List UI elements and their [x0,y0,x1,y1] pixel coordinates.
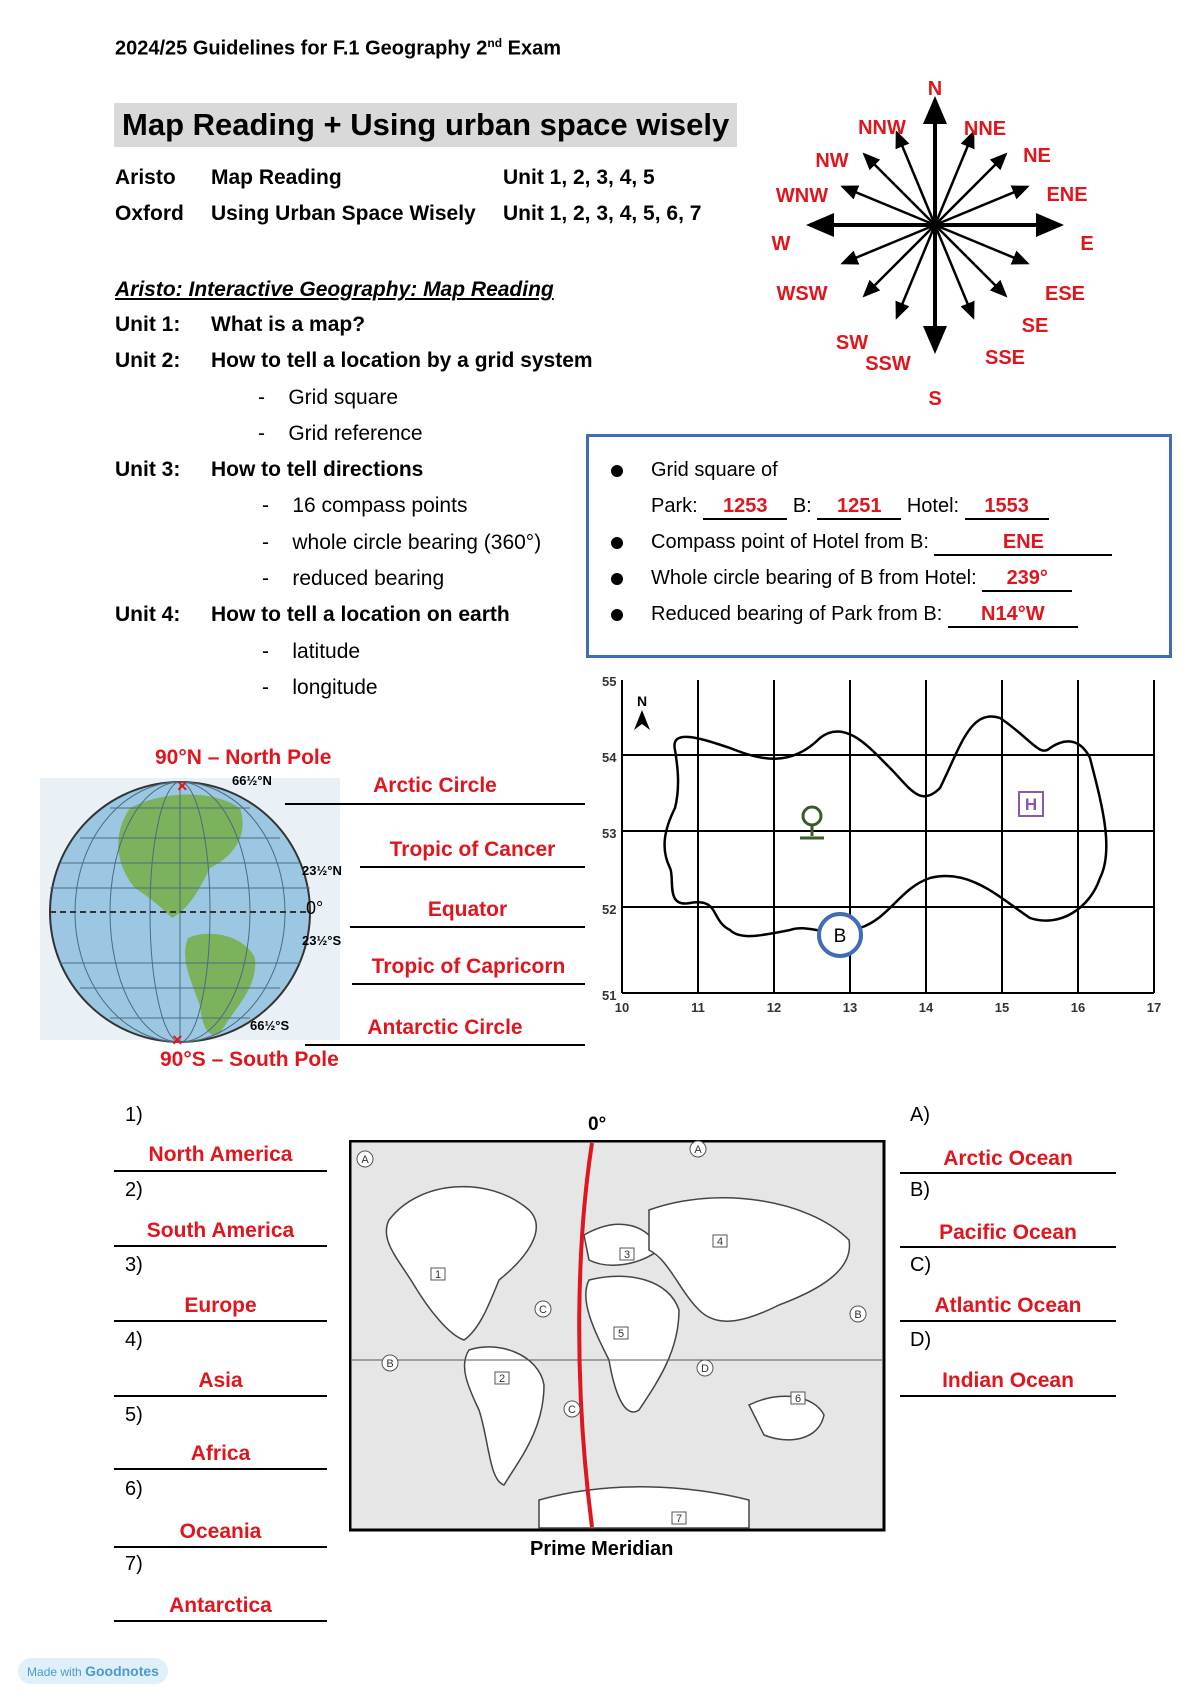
unit-subitem: - latitude [262,640,361,663]
bullet-icon [611,465,623,477]
book-publisher: Oxford [115,202,184,225]
latitude-label: 66½°S [250,1018,290,1033]
aristo-heading: Aristo: Interactive Geography: Map Reading [115,278,554,301]
answer-arctic-circle: Arctic Circle [373,774,497,797]
unit-label: Unit 1: [115,313,181,336]
north-label: N [636,693,648,709]
compass-label: NW [815,150,849,172]
compass-ray [864,225,935,296]
x-tick: 14 [918,1000,934,1015]
zero-degree-label: 0° [588,1114,607,1135]
answer-continent: Europe [184,1294,257,1317]
answer-continent: South America [146,1219,295,1242]
map-marker: 2 [498,1373,506,1385]
document-header: 2024/25 Guidelines for F.1 Geography 2nd Exam [115,36,561,60]
answer-ocean: Arctic Ocean [943,1147,1073,1170]
answer-continent: North America [148,1143,293,1166]
map-marker: 7 [675,1513,683,1525]
answer-equator: Equator [427,898,508,921]
x-tick: 11 [691,1000,705,1015]
y-tick: 53 [602,826,617,841]
map-marker: 3 [623,1249,631,1261]
answer-reduced-bearing: N14°W [948,603,1078,628]
compass-label: SW [835,332,869,354]
compass-label: NNW [858,117,906,139]
unit-label: Unit 2: [115,349,181,372]
answer-continent: Asia [198,1369,243,1392]
book-title: Using Urban Space Wisely [211,202,476,225]
answer-continent: Antarctica [169,1594,272,1617]
x-tick: 10 [614,1000,630,1015]
compass-ray [864,154,935,225]
answer-tropic-of-cancer: Tropic of Cancer [389,838,556,861]
book-units: Unit 1, 2, 3, 4, 5, 6, 7 [503,202,702,225]
unit-subitem: - reduced bearing [262,567,445,590]
map-marker: B [854,1309,862,1321]
grid-map [590,668,1170,1018]
unit-subitem: - whole circle bearing (360°) [262,531,542,554]
compass-label: SSE [984,347,1026,369]
compass-label: E [1080,233,1094,255]
main-title: Map Reading + Using urban space wisely [114,103,737,147]
answer-antarctic-circle: Antarctic Circle [367,1016,523,1039]
unit-title: What is a map? [211,313,366,336]
compass-rose [760,75,1110,415]
x-tick: 13 [842,1000,858,1015]
answer-continent: Africa [190,1442,251,1465]
latitude-label: 23½°S [302,933,342,948]
answer-ocean: Indian Ocean [942,1369,1074,1392]
answer-ocean: Pacific Ocean [939,1221,1077,1244]
bullet-icon [611,573,623,585]
unit-label: Unit 4: [115,603,181,626]
unit-subitem: - Grid reference [258,422,423,445]
compass-label: WNW [775,185,829,207]
y-tick: 55 [602,674,617,689]
compass-label: SSW [865,353,911,375]
compass-ray [935,154,1006,225]
x-tick: 12 [766,1000,782,1015]
unit-subitem: - 16 compass points [262,494,468,517]
y-tick: 51 [602,988,617,1003]
question-box: Grid square of Park: 1253 B: 1251 Hotel: 1553 Compass point of Hotel from B: ENE Whole circle bearing of B from Hotel: 239° Reduced bearing of Park from B: N14°W [586,434,1172,658]
latitude-label: 23½°N [302,863,342,878]
latitude-label: 66½°N [232,773,272,788]
y-tick: 52 [602,902,617,917]
unit-title: How to tell a location on earth [211,603,510,626]
globe [40,778,340,1048]
pole-marker-icon: × [177,778,188,796]
answer-compass-point: ENE [934,531,1112,556]
compass-label: ESE [1044,283,1086,305]
map-marker: 1 [434,1269,442,1281]
goodnotes-badge: Made with Goodnotes [18,1658,168,1684]
compass-label: S [928,388,942,410]
compass-label: ENE [1046,184,1088,206]
x-tick: 17 [1146,1000,1162,1015]
world-map [349,1140,889,1535]
latitude-label: 0° [306,898,324,918]
map-marker: 4 [716,1236,724,1248]
answer-whole-circle-bearing: 239° [982,567,1072,592]
answer-continent: Oceania [179,1520,262,1543]
answer-ocean: Atlantic Ocean [934,1294,1082,1317]
map-marker: 5 [617,1328,625,1340]
y-tick: 54 [602,750,617,765]
north-pole-label: 90°N – North Pole [155,746,332,769]
answer-hotel: 1553 [965,495,1049,520]
unit-subitem: - Grid square [258,386,399,409]
map-marker: A [694,1144,702,1156]
map-marker: C [539,1304,547,1316]
map-marker: C [568,1404,576,1416]
map-marker: D [701,1363,709,1375]
unit-label: Unit 3: [115,458,181,481]
x-tick: 16 [1070,1000,1086,1015]
compass-label: NE [1023,145,1051,167]
compass-label: NNE [963,118,1007,140]
map-marker: A [361,1154,369,1166]
map-marker: 6 [794,1393,802,1405]
book-title: Map Reading [211,166,342,189]
map-marker: B [386,1358,394,1370]
svg-text:B: B [833,926,847,947]
bullet-icon [611,537,623,549]
svg-text:H: H [1024,795,1038,814]
book-units: Unit 1, 2, 3, 4, 5 [503,166,655,189]
pole-marker-icon: × [172,1030,183,1048]
unit-title: How to tell a location by a grid system [211,349,593,372]
answer-b: 1251 [817,495,901,520]
book-publisher: Aristo [115,166,176,189]
answer-tropic-of-capricorn: Tropic of Capricorn [371,955,566,978]
compass-ray [935,225,1006,296]
compass-label: N [927,78,943,100]
south-pole-label: 90°S – South Pole [160,1048,339,1071]
bullet-icon [611,609,623,621]
unit-subitem: - longitude [262,676,378,699]
compass-label: W [771,233,791,255]
unit-title: How to tell directions [211,458,424,481]
x-tick: 15 [994,1000,1010,1015]
prime-meridian-label: Prime Meridian [530,1538,674,1560]
compass-label: WSW [776,283,828,305]
compass-label: SE [1021,315,1049,337]
answer-park: 1253 [703,495,787,520]
